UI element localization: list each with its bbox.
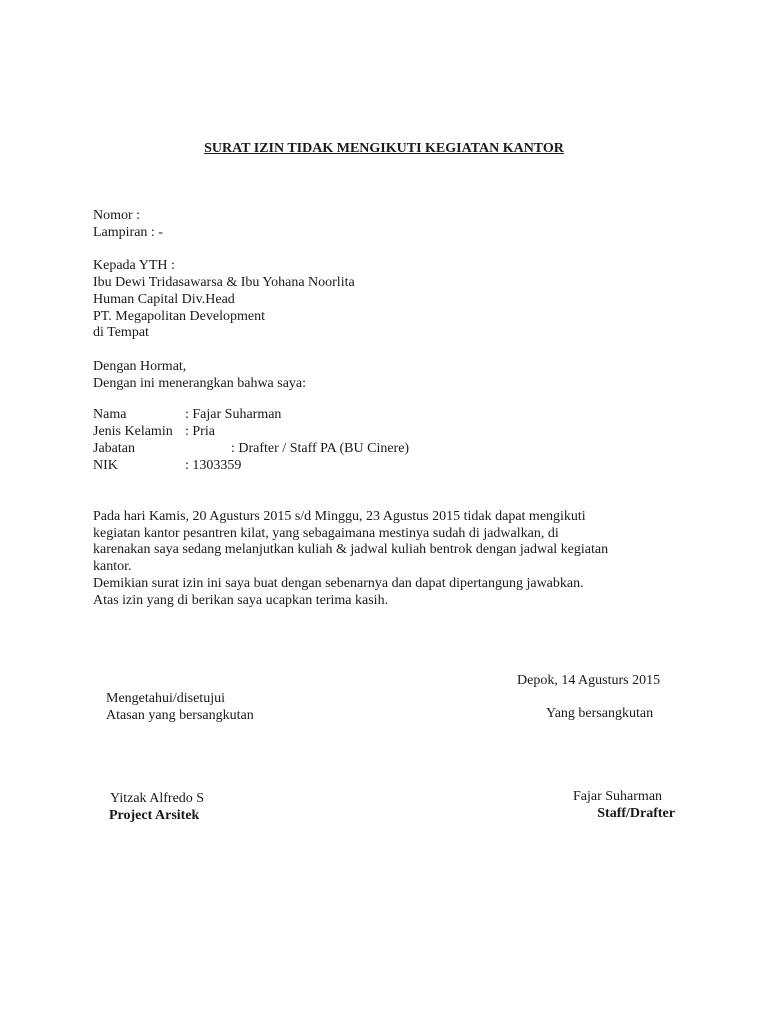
body-line: Pada hari Kamis, 20 Agusturs 2015 s/d Minggu, 23 Agustus 2015 tidak dapat mengikuti — [93, 509, 586, 524]
identity-value-nik: : 1303359 — [185, 458, 242, 473]
letter-title: SURAT IZIN TIDAK MENGIKUTI KEGIATAN KANTOR — [204, 141, 564, 156]
applicant-label: Yang bersangkutan — [546, 706, 654, 721]
applicant-name: Fajar Suharman — [573, 789, 663, 804]
intro-line: Dengan ini menerangkan bahwa saya: — [93, 376, 307, 391]
identity-value-jabatan: : Drafter / Staff PA (BU Cinere) — [231, 441, 410, 456]
recipient-company: PT. Megapolitan Development — [93, 309, 265, 324]
identity-label-jabatan: Jabatan — [93, 441, 135, 456]
body-line: kegiatan kantor pesantren kilat, yang sebagaimana mestinya sudah di jadwalkan, di — [93, 526, 559, 541]
body-line: Atas izin yang di berikan saya ucapkan terima kasih. — [93, 593, 389, 608]
recipient-place: di Tempat — [93, 325, 149, 340]
supervisor-role: Project Arsitek — [109, 808, 200, 823]
identity-label-jenis-kelamin: Jenis Kelamin — [93, 424, 173, 439]
recipient-position: Human Capital Div.Head — [93, 292, 235, 307]
recipient-salutation: Kepada YTH : — [93, 258, 175, 273]
recipient-name: Ibu Dewi Tridasawarsa & Ibu Yohana Noorlita — [93, 275, 355, 290]
greeting: Dengan Hormat, — [93, 359, 187, 374]
body-line: karenakan saya sedang melanjutkan kuliah & jadwal kuliah bentrok dengan jadwal kegiatan — [93, 542, 609, 557]
supervisor-label: Atasan yang bersangkutan — [106, 708, 254, 723]
identity-value-nama: : Fajar Suharman — [185, 407, 282, 422]
approval-label: Mengetahui/disetujui — [106, 691, 225, 706]
identity-label-nama: Nama — [93, 407, 127, 422]
identity-label-nik: NIK — [93, 458, 118, 473]
place-date: Depok, 14 Agusturs 2015 — [517, 673, 661, 688]
identity-value-jenis-kelamin: : Pria — [185, 424, 215, 439]
body-line: kantor. — [93, 559, 132, 574]
body-line: Demikian surat izin ini saya buat dengan sebenarnya dan dapat dipertangung jawabkan. — [93, 576, 584, 591]
lampiran-line: Lampiran : - — [93, 225, 163, 240]
supervisor-name: Yitzak Alfredo S — [110, 791, 205, 806]
nomor-line: Nomor : — [93, 208, 141, 223]
applicant-role: Staff/Drafter — [597, 806, 675, 821]
